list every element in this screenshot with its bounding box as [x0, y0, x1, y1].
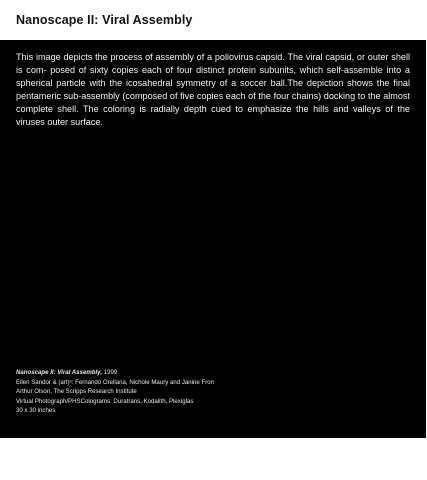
artwork-dimensions: 30 x 30 inches	[16, 407, 56, 415]
artwork-collaborator: Arthur Olson, The Scripps Research Institute	[16, 388, 137, 396]
artwork-medium: Virtual Photograph/PHSColograms: Duratrans, Kodalith, Plexiglas	[16, 397, 194, 405]
artwork-description: This image depicts the process of assembly of a poliovirus capsid. The viral capsid, or outer shell is com- posed of sixty copies each of four distinct protein subunits, which self-assemble into a spherical particle with the icosahedral symmetry of a soccer ball.The depiction shows the final pentameric sub-assembly (composed of five copies each of the four chains) docking to the almost complete shell. The coloring is radially depth cued to emphasize the hills and valleys of the viruses outer surface.	[16, 52, 410, 127]
credit-title-line	[16, 368, 396, 378]
artwork-artists: Ellen Sandor & (art)ⁿ: Fernando Orellana, Nichole Maury and Janine Fron	[16, 378, 214, 386]
artwork-title: Nanoscape II: Viral Assembly,	[16, 369, 103, 376]
artwork-year: 1999	[102, 369, 118, 376]
page-title: Nanoscape II: Viral Assembly	[16, 13, 193, 27]
artwork-credits	[16, 368, 396, 416]
